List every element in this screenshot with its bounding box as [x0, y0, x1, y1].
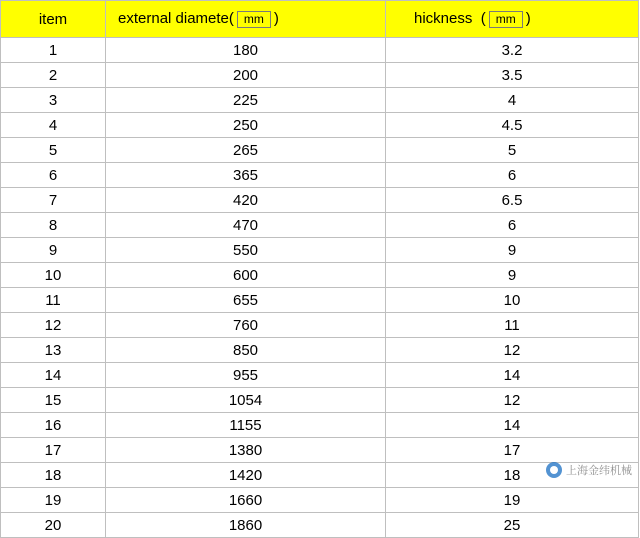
table-row: [1, 338, 639, 363]
cell-diameter: 1380: [106, 438, 386, 463]
table-row: [1, 138, 639, 163]
table-row: [1, 313, 639, 338]
cell-thickness: 4.5: [386, 113, 639, 138]
cell-thickness: 12: [386, 338, 639, 363]
cell-item: 8: [1, 213, 106, 238]
header-thickness-label: hickness: [414, 10, 473, 28]
cell-item: 17: [1, 438, 106, 463]
cell-thickness: 3.2: [386, 38, 639, 63]
cell-item: 10: [1, 263, 106, 288]
cell-thickness: 9: [386, 263, 639, 288]
cell-item: 14: [1, 363, 106, 388]
table-row: [1, 513, 639, 538]
cell-item: 15: [1, 388, 106, 413]
table-row: [1, 488, 639, 513]
header-thickness-paren-open: (: [480, 10, 486, 28]
cell-diameter: 850: [106, 338, 386, 363]
table-row: [1, 163, 639, 188]
cell-item: 2: [1, 63, 106, 88]
cell-item: 7: [1, 188, 106, 213]
cell-diameter: 1660: [106, 488, 386, 513]
cell-item: 13: [1, 338, 106, 363]
cell-thickness: 17: [386, 438, 639, 463]
cell-thickness: 4: [386, 88, 639, 113]
table-row: [1, 38, 639, 63]
cell-diameter: 470: [106, 213, 386, 238]
cell-diameter: 550: [106, 238, 386, 263]
cell-item: 19: [1, 488, 106, 513]
cell-thickness: 11: [386, 313, 639, 338]
cell-item: 20: [1, 513, 106, 538]
table-row: [1, 413, 639, 438]
cell-diameter: 250: [106, 113, 386, 138]
cell-item: 3: [1, 88, 106, 113]
cell-item: 16: [1, 413, 106, 438]
header-cell-external-diameter: [106, 1, 386, 38]
watermark-text: 上海金纬机械: [566, 464, 632, 477]
cell-diameter: 600: [106, 263, 386, 288]
cell-item: 4: [1, 113, 106, 138]
cell-diameter: 760: [106, 313, 386, 338]
cell-item: 11: [1, 288, 106, 313]
cell-thickness: 9: [386, 238, 639, 263]
cell-thickness: 10: [386, 288, 639, 313]
cell-thickness: 5: [386, 138, 639, 163]
cell-thickness: 18: [386, 463, 639, 488]
table-header-row: [1, 1, 639, 38]
cell-item: 18: [1, 463, 106, 488]
cell-thickness: 6.5: [386, 188, 639, 213]
cell-item: 12: [1, 313, 106, 338]
cell-diameter: 225: [106, 88, 386, 113]
cell-diameter: 1420: [106, 463, 386, 488]
header-diameter-unit: mm: [237, 11, 271, 28]
table-row: [1, 88, 639, 113]
cell-item: 5: [1, 138, 106, 163]
cell-item: 6: [1, 163, 106, 188]
cell-thickness: 14: [386, 363, 639, 388]
header-thickness-paren-close: ): [525, 10, 531, 28]
table-row: [1, 463, 639, 488]
table-row: [1, 288, 639, 313]
cell-diameter: 200: [106, 63, 386, 88]
table-row: [1, 113, 639, 138]
table-row: [1, 63, 639, 88]
table-row: [1, 388, 639, 413]
cell-thickness: 6: [386, 163, 639, 188]
table-row: [1, 438, 639, 463]
table-row: [1, 263, 639, 288]
table-row: [1, 188, 639, 213]
header-diameter-paren-close: ): [273, 10, 279, 28]
cell-thickness: 19: [386, 488, 639, 513]
header-cell-thickness: [386, 1, 639, 38]
cell-diameter: 180: [106, 38, 386, 63]
table-row: [1, 238, 639, 263]
header-thickness-unit: mm: [489, 11, 523, 28]
header-cell-item: item: [1, 1, 106, 38]
cell-diameter: 365: [106, 163, 386, 188]
cell-diameter: 420: [106, 188, 386, 213]
cell-diameter: 1054: [106, 388, 386, 413]
table-row: [1, 213, 639, 238]
header-diameter-label: external diamete: [118, 10, 229, 28]
cell-diameter: 955: [106, 363, 386, 388]
table-row: [1, 363, 639, 388]
cell-diameter: 1860: [106, 513, 386, 538]
cell-diameter: 655: [106, 288, 386, 313]
cell-thickness: 14: [386, 413, 639, 438]
cell-thickness: 6: [386, 213, 639, 238]
cell-diameter: 265: [106, 138, 386, 163]
cell-item: 9: [1, 238, 106, 263]
cell-thickness: 3.5: [386, 63, 639, 88]
cell-diameter: 1155: [106, 413, 386, 438]
cell-thickness: 25: [386, 513, 639, 538]
cell-thickness: 12: [386, 388, 639, 413]
cell-item: 1: [1, 38, 106, 63]
header-diameter-paren-open: (: [228, 10, 234, 28]
